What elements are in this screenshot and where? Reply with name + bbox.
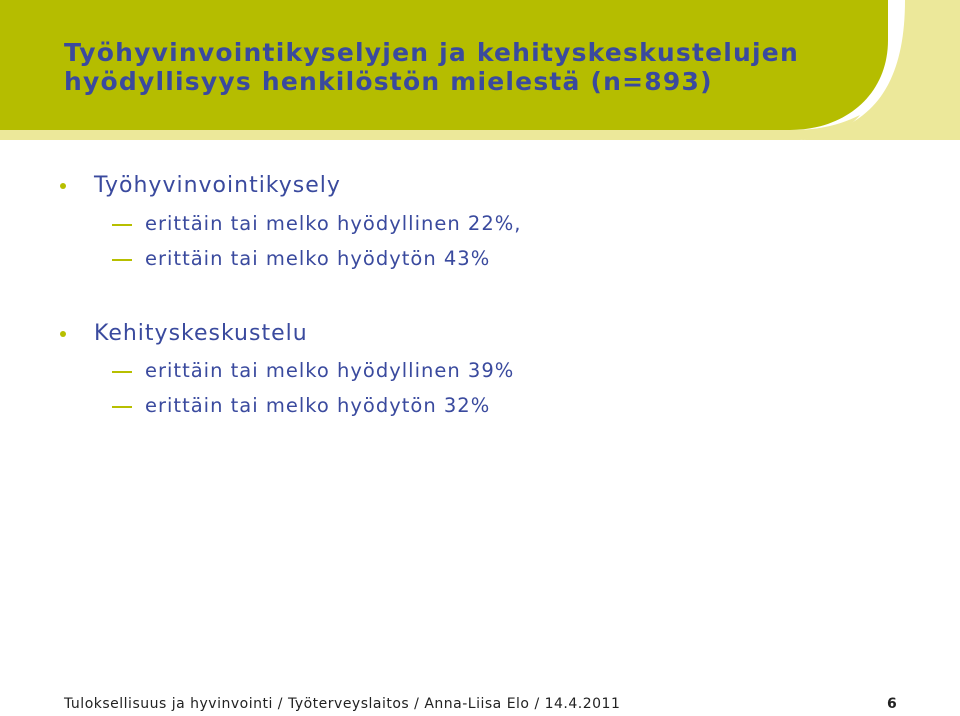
bullet-dot-icon: [60, 331, 66, 337]
sub-item-text: erittäin tai melko hyödytön 43%: [145, 247, 491, 270]
dash-icon: [112, 371, 132, 373]
title-line-2: hyödyllisyys henkilöstön mielestä (n=893): [64, 67, 713, 96]
bullet-heading: Työhyvinvointikysely: [94, 173, 341, 198]
sub-item-text: erittäin tai melko hyödytön 32%: [145, 394, 491, 417]
title-line-1: Työhyvinvointikyselyjen ja kehityskeskustelujen: [64, 38, 799, 67]
bullet-heading: Kehityskeskustelu: [94, 321, 308, 346]
page-number: 6: [887, 696, 897, 712]
sub-item-text: erittäin tai melko hyödyllinen 22%,: [145, 212, 522, 235]
bullet-dot-icon: [60, 183, 66, 189]
dash-icon: [112, 406, 132, 408]
dash-icon: [112, 259, 132, 261]
dash-icon: [112, 224, 132, 226]
footer-text: Tuloksellisuus ja hyvinvointi / Työterveyslaitos / Anna-Liisa Elo / 14.4.2011: [64, 696, 621, 712]
slide-title: [64, 38, 924, 96]
sub-item-text: erittäin tai melko hyödyllinen 39%: [145, 359, 515, 382]
